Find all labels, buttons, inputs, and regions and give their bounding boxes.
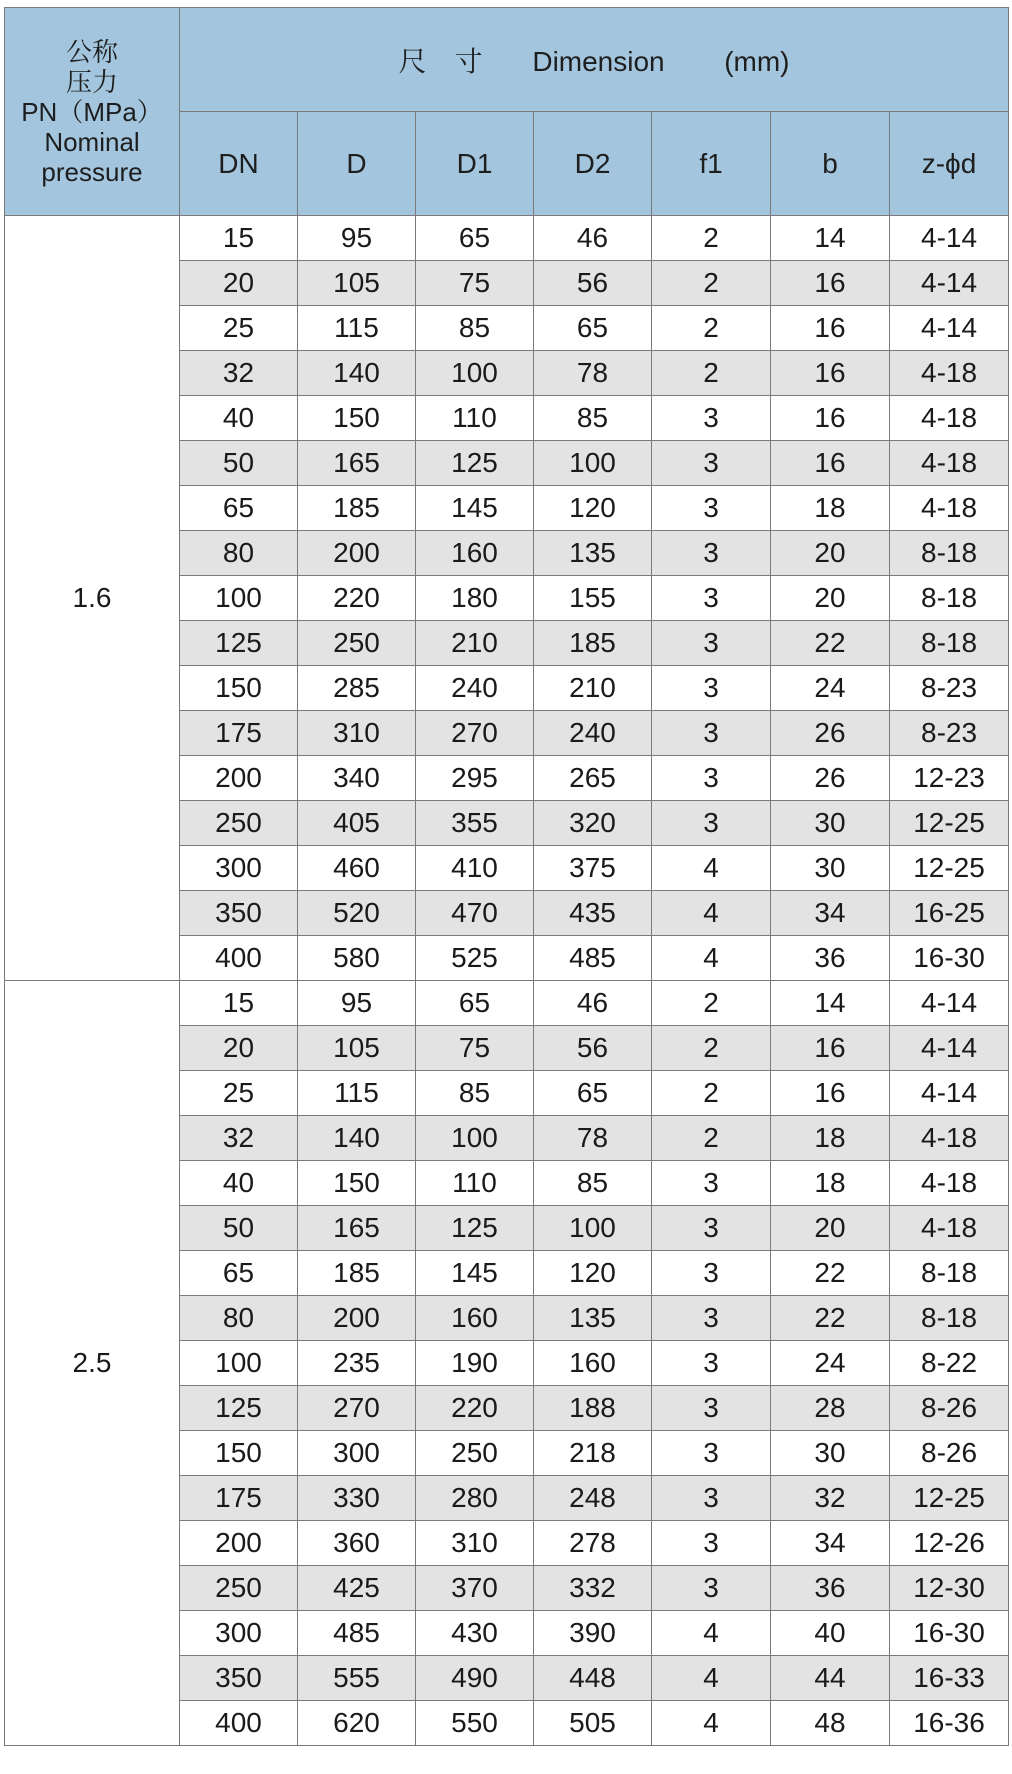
cell-z-phi-d: 8-22 (890, 1341, 1009, 1386)
cell-d1: 430 (416, 1611, 534, 1656)
cell-dn: 250 (180, 801, 298, 846)
cell-d: 405 (298, 801, 416, 846)
cell-d: 165 (298, 1206, 416, 1251)
cell-dn: 40 (180, 396, 298, 441)
cell-dn: 65 (180, 1251, 298, 1296)
cell-d: 620 (298, 1701, 416, 1746)
cell-d2: 56 (534, 261, 652, 306)
cell-dn: 50 (180, 441, 298, 486)
cell-f1: 3 (652, 1521, 771, 1566)
pn-header-line: PN（MPa） (21, 96, 163, 127)
cell-d1: 280 (416, 1476, 534, 1521)
cell-f1: 4 (652, 936, 771, 981)
cell-b: 32 (771, 1476, 890, 1521)
cell-f1: 4 (652, 1611, 771, 1656)
cell-z-phi-d: 4-18 (890, 441, 1009, 486)
cell-f1: 3 (652, 576, 771, 621)
cell-d: 340 (298, 756, 416, 801)
cell-d: 185 (298, 1251, 416, 1296)
cell-f1: 2 (652, 261, 771, 306)
cell-z-phi-d: 4-18 (890, 396, 1009, 441)
cell-z-phi-d: 4-18 (890, 1116, 1009, 1161)
cell-f1: 3 (652, 621, 771, 666)
cell-d1: 525 (416, 936, 534, 981)
cell-z-phi-d: 4-18 (890, 486, 1009, 531)
column-header-z-phi-d: z-ϕd (890, 112, 1009, 216)
cell-d2: 65 (534, 1071, 652, 1116)
cell-b: 40 (771, 1611, 890, 1656)
cell-b: 34 (771, 891, 890, 936)
cell-d: 200 (298, 531, 416, 576)
cell-b: 18 (771, 486, 890, 531)
cell-f1: 2 (652, 1071, 771, 1116)
cell-b: 14 (771, 216, 890, 261)
cell-z-phi-d: 8-18 (890, 1296, 1009, 1341)
cell-b: 24 (771, 666, 890, 711)
cell-dn: 350 (180, 891, 298, 936)
cell-dn: 50 (180, 1206, 298, 1251)
cell-d2: 135 (534, 1296, 652, 1341)
cell-d1: 125 (416, 441, 534, 486)
pn-header-line: Nominal (44, 126, 140, 157)
cell-z-phi-d: 8-18 (890, 1251, 1009, 1296)
cell-d1: 490 (416, 1656, 534, 1701)
cell-b: 20 (771, 576, 890, 621)
cell-dn: 20 (180, 1026, 298, 1071)
cell-z-phi-d: 12-25 (890, 1476, 1009, 1521)
cell-f1: 3 (652, 396, 771, 441)
cell-dn: 100 (180, 1341, 298, 1386)
cell-dn: 100 (180, 576, 298, 621)
cell-dn: 175 (180, 711, 298, 756)
cell-d: 200 (298, 1296, 416, 1341)
cell-d: 310 (298, 711, 416, 756)
cell-d2: 320 (534, 801, 652, 846)
cell-d2: 278 (534, 1521, 652, 1566)
dimension-unit: (mm) (724, 45, 790, 77)
cell-dn: 300 (180, 846, 298, 891)
cell-b: 16 (771, 1026, 890, 1071)
cell-d1: 145 (416, 1251, 534, 1296)
cell-d2: 448 (534, 1656, 652, 1701)
cell-b: 30 (771, 1431, 890, 1476)
cell-z-phi-d: 12-30 (890, 1566, 1009, 1611)
table-row (5, 981, 1009, 1026)
cell-d: 485 (298, 1611, 416, 1656)
cell-d2: 100 (534, 1206, 652, 1251)
cell-d2: 120 (534, 486, 652, 531)
cell-d: 140 (298, 1116, 416, 1161)
cell-d2: 65 (534, 306, 652, 351)
cell-z-phi-d: 4-18 (890, 351, 1009, 396)
column-header-b: b (771, 112, 890, 216)
cell-f1: 3 (652, 441, 771, 486)
cell-d1: 75 (416, 261, 534, 306)
pn-header-line: 公称 (65, 36, 118, 67)
cell-b: 30 (771, 846, 890, 891)
cell-f1: 3 (652, 1476, 771, 1521)
nominal-pressure-header (5, 8, 180, 216)
cell-f1: 3 (652, 1251, 771, 1296)
cell-b: 18 (771, 1161, 890, 1206)
cell-d: 235 (298, 1341, 416, 1386)
cell-d: 425 (298, 1566, 416, 1611)
cell-d: 185 (298, 486, 416, 531)
cell-z-phi-d: 4-18 (890, 1161, 1009, 1206)
cell-d1: 470 (416, 891, 534, 936)
cell-b: 16 (771, 306, 890, 351)
cell-f1: 4 (652, 891, 771, 936)
cell-d1: 75 (416, 1026, 534, 1071)
cell-d2: 265 (534, 756, 652, 801)
cell-b: 24 (771, 1341, 890, 1386)
cell-f1: 4 (652, 1656, 771, 1701)
cell-d2: 85 (534, 1161, 652, 1206)
cell-d2: 188 (534, 1386, 652, 1431)
table-row (5, 216, 1009, 261)
cell-d1: 310 (416, 1521, 534, 1566)
cell-d: 220 (298, 576, 416, 621)
cell-d: 300 (298, 1431, 416, 1476)
cell-d: 95 (298, 216, 416, 261)
cell-z-phi-d: 8-18 (890, 621, 1009, 666)
cell-z-phi-d: 8-26 (890, 1431, 1009, 1476)
column-header-dn: DN (180, 112, 298, 216)
cell-b: 34 (771, 1521, 890, 1566)
table-header (5, 8, 1009, 216)
cell-f1: 3 (652, 1296, 771, 1341)
cell-f1: 2 (652, 306, 771, 351)
cell-d2: 332 (534, 1566, 652, 1611)
cell-d2: 390 (534, 1611, 652, 1656)
cell-d: 555 (298, 1656, 416, 1701)
cell-b: 18 (771, 1116, 890, 1161)
cell-dn: 32 (180, 351, 298, 396)
cell-dn: 150 (180, 666, 298, 711)
cell-z-phi-d: 12-25 (890, 846, 1009, 891)
cell-d1: 110 (416, 1161, 534, 1206)
cell-z-phi-d: 4-14 (890, 216, 1009, 261)
cell-z-phi-d: 8-18 (890, 531, 1009, 576)
dimension-title-cn: 尺寸 (398, 45, 511, 77)
cell-d1: 410 (416, 846, 534, 891)
cell-dn: 300 (180, 1611, 298, 1656)
cell-d1: 110 (416, 396, 534, 441)
cell-d: 460 (298, 846, 416, 891)
cell-d1: 145 (416, 486, 534, 531)
cell-d1: 65 (416, 216, 534, 261)
pn-header-line: pressure (41, 156, 143, 187)
pn-header-line: 压力 (65, 66, 118, 97)
column-header-d: D (298, 112, 416, 216)
cell-dn: 125 (180, 621, 298, 666)
cell-b: 22 (771, 1296, 890, 1341)
cell-d: 140 (298, 351, 416, 396)
dimension-sheet (4, 7, 1008, 1770)
cell-dn: 15 (180, 216, 298, 261)
cell-z-phi-d: 4-18 (890, 1206, 1009, 1251)
cell-f1: 3 (652, 1206, 771, 1251)
cell-d1: 85 (416, 306, 534, 351)
cell-z-phi-d: 4-14 (890, 981, 1009, 1026)
cell-b: 30 (771, 801, 890, 846)
cell-dn: 40 (180, 1161, 298, 1206)
cell-f1: 3 (652, 1161, 771, 1206)
cell-z-phi-d: 12-26 (890, 1521, 1009, 1566)
cell-dn: 250 (180, 1566, 298, 1611)
cell-f1: 4 (652, 1701, 771, 1746)
cell-f1: 2 (652, 351, 771, 396)
dimension-title-en: Dimension (532, 45, 665, 77)
cell-dn: 80 (180, 1296, 298, 1341)
cell-d2: 210 (534, 666, 652, 711)
cell-z-phi-d: 4-14 (890, 306, 1009, 351)
cell-d2: 505 (534, 1701, 652, 1746)
cell-d2: 78 (534, 351, 652, 396)
cell-d1: 240 (416, 666, 534, 711)
cell-f1: 3 (652, 1431, 771, 1476)
cell-d2: 485 (534, 936, 652, 981)
cell-d1: 125 (416, 1206, 534, 1251)
column-header-d1: D1 (416, 112, 534, 216)
cell-z-phi-d: 16-30 (890, 936, 1009, 981)
cell-z-phi-d: 16-30 (890, 1611, 1009, 1656)
cell-d: 105 (298, 261, 416, 306)
cell-d: 165 (298, 441, 416, 486)
cell-d1: 250 (416, 1431, 534, 1476)
table-body (5, 216, 1009, 1746)
cell-d: 285 (298, 666, 416, 711)
cell-d1: 160 (416, 1296, 534, 1341)
cell-dn: 200 (180, 1521, 298, 1566)
flange-dimension-table (4, 7, 1009, 1746)
cell-b: 16 (771, 261, 890, 306)
cell-d2: 46 (534, 216, 652, 261)
cell-f1: 4 (652, 846, 771, 891)
cell-f1: 3 (652, 711, 771, 756)
cell-f1: 3 (652, 486, 771, 531)
cell-f1: 3 (652, 531, 771, 576)
cell-dn: 350 (180, 1656, 298, 1701)
cell-f1: 3 (652, 801, 771, 846)
cell-dn: 25 (180, 306, 298, 351)
cell-d2: 248 (534, 1476, 652, 1521)
cell-f1: 3 (652, 756, 771, 801)
dimension-title (180, 8, 1009, 112)
nominal-pressure-value: 2.5 (5, 981, 180, 1746)
cell-z-phi-d: 4-14 (890, 261, 1009, 306)
cell-d1: 100 (416, 351, 534, 396)
cell-f1: 2 (652, 216, 771, 261)
cell-b: 16 (771, 396, 890, 441)
cell-dn: 400 (180, 936, 298, 981)
cell-z-phi-d: 4-14 (890, 1026, 1009, 1071)
cell-d: 330 (298, 1476, 416, 1521)
cell-d2: 375 (534, 846, 652, 891)
cell-d2: 120 (534, 1251, 652, 1296)
cell-d1: 160 (416, 531, 534, 576)
cell-d2: 56 (534, 1026, 652, 1071)
cell-d2: 78 (534, 1116, 652, 1161)
cell-d1: 65 (416, 981, 534, 1026)
column-header-d2: D2 (534, 112, 652, 216)
cell-d1: 210 (416, 621, 534, 666)
cell-b: 22 (771, 621, 890, 666)
cell-z-phi-d: 16-25 (890, 891, 1009, 936)
cell-dn: 400 (180, 1701, 298, 1746)
cell-d: 580 (298, 936, 416, 981)
cell-b: 28 (771, 1386, 890, 1431)
cell-d1: 220 (416, 1386, 534, 1431)
cell-d2: 240 (534, 711, 652, 756)
cell-z-phi-d: 12-23 (890, 756, 1009, 801)
cell-dn: 20 (180, 261, 298, 306)
cell-b: 20 (771, 531, 890, 576)
cell-dn: 80 (180, 531, 298, 576)
cell-d: 115 (298, 306, 416, 351)
cell-f1: 3 (652, 1341, 771, 1386)
cell-d1: 180 (416, 576, 534, 621)
cell-b: 16 (771, 1071, 890, 1116)
cell-d1: 100 (416, 1116, 534, 1161)
cell-d1: 295 (416, 756, 534, 801)
cell-z-phi-d: 12-25 (890, 801, 1009, 846)
cell-d: 270 (298, 1386, 416, 1431)
cell-b: 16 (771, 351, 890, 396)
cell-d2: 435 (534, 891, 652, 936)
cell-d1: 190 (416, 1341, 534, 1386)
cell-d: 95 (298, 981, 416, 1026)
cell-b: 26 (771, 756, 890, 801)
cell-d2: 155 (534, 576, 652, 621)
cell-dn: 175 (180, 1476, 298, 1521)
cell-dn: 200 (180, 756, 298, 801)
cell-z-phi-d: 4-14 (890, 1071, 1009, 1116)
cell-f1: 3 (652, 1386, 771, 1431)
cell-b: 20 (771, 1206, 890, 1251)
cell-b: 48 (771, 1701, 890, 1746)
cell-d: 520 (298, 891, 416, 936)
cell-f1: 3 (652, 1566, 771, 1611)
cell-d2: 185 (534, 621, 652, 666)
cell-d: 250 (298, 621, 416, 666)
nominal-pressure-value: 1.6 (5, 216, 180, 981)
cell-z-phi-d: 8-23 (890, 666, 1009, 711)
cell-d1: 85 (416, 1071, 534, 1116)
cell-dn: 150 (180, 1431, 298, 1476)
cell-z-phi-d: 8-18 (890, 576, 1009, 621)
cell-b: 14 (771, 981, 890, 1026)
cell-dn: 15 (180, 981, 298, 1026)
cell-d2: 160 (534, 1341, 652, 1386)
cell-d1: 270 (416, 711, 534, 756)
cell-z-phi-d: 8-23 (890, 711, 1009, 756)
cell-d2: 85 (534, 396, 652, 441)
cell-d2: 46 (534, 981, 652, 1026)
cell-d: 105 (298, 1026, 416, 1071)
cell-b: 36 (771, 936, 890, 981)
cell-b: 26 (771, 711, 890, 756)
cell-d: 150 (298, 1161, 416, 1206)
cell-d1: 550 (416, 1701, 534, 1746)
cell-dn: 65 (180, 486, 298, 531)
cell-dn: 125 (180, 1386, 298, 1431)
cell-z-phi-d: 16-33 (890, 1656, 1009, 1701)
cell-b: 22 (771, 1251, 890, 1296)
cell-d: 150 (298, 396, 416, 441)
cell-d2: 100 (534, 441, 652, 486)
column-header-f1: f1 (652, 112, 771, 216)
cell-z-phi-d: 16-36 (890, 1701, 1009, 1746)
cell-d1: 370 (416, 1566, 534, 1611)
cell-d2: 135 (534, 531, 652, 576)
cell-dn: 32 (180, 1116, 298, 1161)
cell-d1: 355 (416, 801, 534, 846)
cell-z-phi-d: 8-26 (890, 1386, 1009, 1431)
cell-f1: 2 (652, 1116, 771, 1161)
cell-b: 44 (771, 1656, 890, 1701)
cell-d: 360 (298, 1521, 416, 1566)
cell-d: 115 (298, 1071, 416, 1116)
cell-f1: 3 (652, 666, 771, 711)
cell-dn: 25 (180, 1071, 298, 1116)
cell-b: 16 (771, 441, 890, 486)
cell-b: 36 (771, 1566, 890, 1611)
cell-f1: 2 (652, 981, 771, 1026)
cell-d2: 218 (534, 1431, 652, 1476)
cell-f1: 2 (652, 1026, 771, 1071)
